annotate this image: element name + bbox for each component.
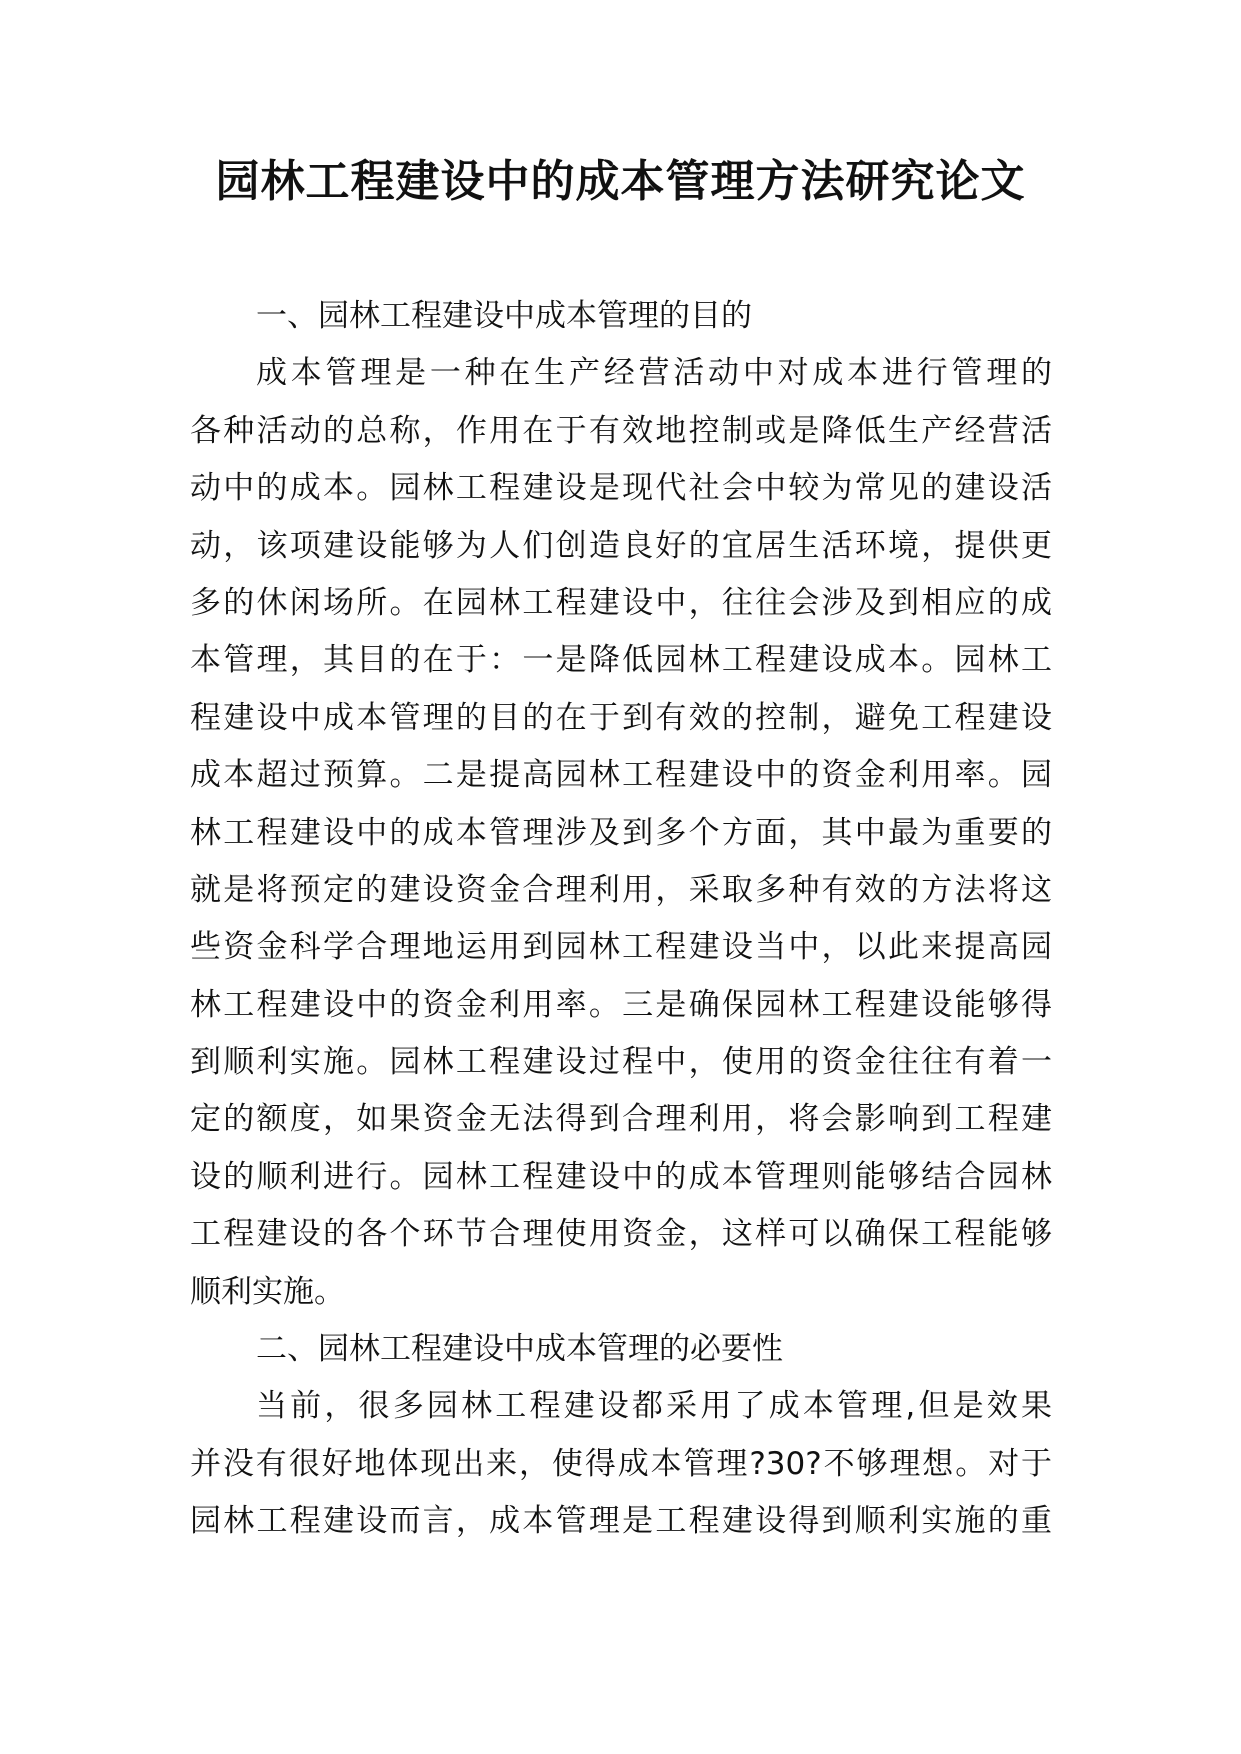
paragraph-line: 工程建设的各个环节合理使用资金，这样可以确保工程能够 xyxy=(190,1216,1052,1253)
paragraph-line: 些资金科学合理地运用到园林工程建设当中，以此来提高园 xyxy=(190,929,1052,966)
paragraph-line: 多的休闲场所。在园林工程建设中，往往会涉及到相应的成 xyxy=(190,584,1052,621)
paragraph-line: 并没有很好地体现出来，使得成本管理?30?不够理想。对于 xyxy=(190,1445,1052,1482)
document-body xyxy=(190,288,1052,1551)
paragraph-line: 各种活动的总称，作用在于有效地控制或是降低生产经营活 xyxy=(190,412,1052,449)
paragraph-line: 顺利实施。 xyxy=(190,1273,345,1310)
section-heading: 二、园林工程建设中成本管理的必要性 xyxy=(256,1331,783,1368)
paragraph xyxy=(190,345,1052,1321)
section-heading: 一、园林工程建设中成本管理的目的 xyxy=(256,298,752,334)
document-title: 园林工程建设中的成本管理方法研究论文 xyxy=(215,156,1026,207)
paragraph-line: 成本超过预算。二是提高园林工程建设中的资金利用率。园 xyxy=(190,757,1052,794)
paragraph-line: 定的额度，如果资金无法得到合理利用，将会影响到工程建 xyxy=(190,1101,1052,1138)
paragraph-line: 成本管理是一种在生产经营活动中对成本进行管理的 xyxy=(256,355,1052,392)
paragraph-line: 园林工程建设而言，成本管理是工程建设得到顺利实施的重 xyxy=(190,1503,1052,1540)
paragraph-line: 林工程建设中的成本管理涉及到多个方面，其中最为重要的 xyxy=(190,814,1052,851)
paragraph-line: 本管理，其目的在于：一是降低园林工程建设成本。园林工 xyxy=(190,642,1052,679)
paragraph-line: 当前，很多园林工程建设都采用了成本管理,但是效果 xyxy=(256,1388,1052,1425)
paragraph-line: 动，该项建设能够为人们创造良好的宜居生活环境，提供更 xyxy=(190,527,1052,564)
paragraph-line: 动中的成本。园林工程建设是现代社会中较为常见的建设活 xyxy=(190,470,1052,507)
paragraph-line: 设的顺利进行。园林工程建设中的成本管理则能够结合园林 xyxy=(190,1158,1052,1195)
paragraph xyxy=(190,1378,1052,1550)
paragraph-line: 林工程建设中的资金利用率。三是确保园林工程建设能够得 xyxy=(190,986,1052,1023)
paragraph-line: 程建设中成本管理的目的在于到有效的控制，避免工程建设 xyxy=(190,699,1052,736)
paragraph-line: 就是将预定的建设资金合理利用，采取多种有效的方法将这 xyxy=(190,871,1052,908)
paragraph-line: 到顺利实施。园林工程建设过程中，使用的资金往往有着一 xyxy=(190,1044,1052,1081)
